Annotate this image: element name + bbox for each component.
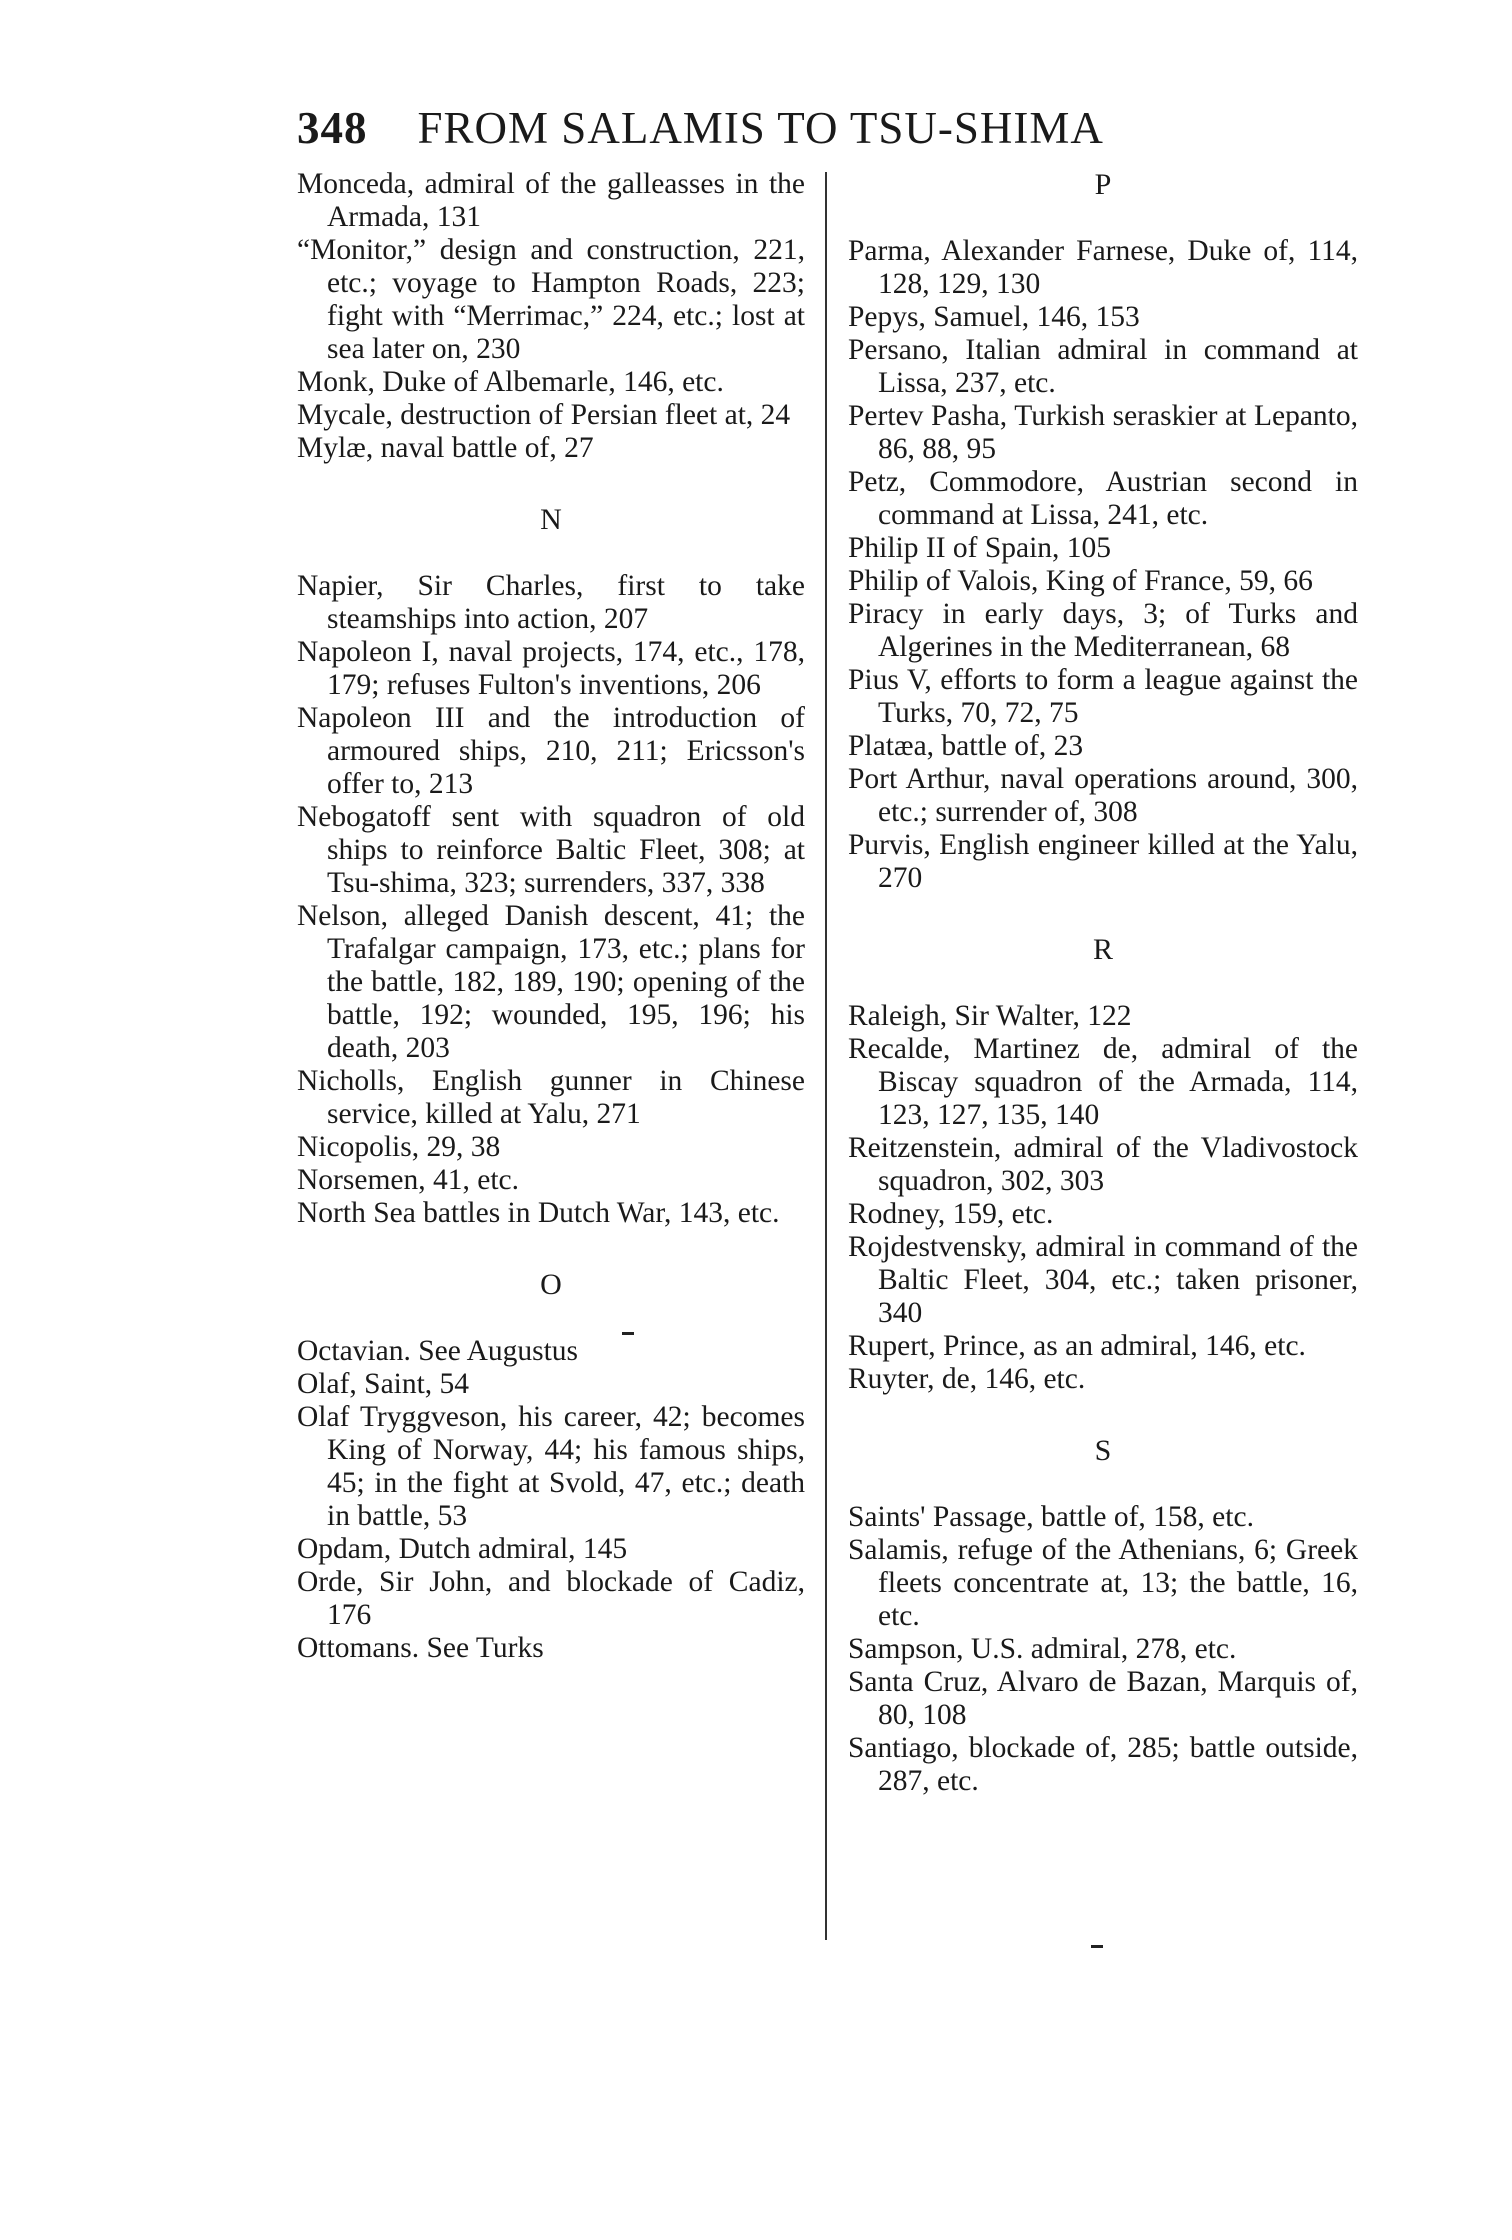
index-entry: Octavian. See Augustus [297, 1335, 579, 1367]
index-entry: Nebogatoff sent with squadron of old ships to reinforce Baltic Fleet, 308; at Tsu-shima, 323; surrenders, 337, 338 [297, 801, 805, 899]
index-entry: Opdam, Dutch admiral, 145 [297, 1533, 628, 1565]
stray-mark [622, 1332, 634, 1335]
index-entry: Orde, Sir John, and blockade of Cadiz, 176 [297, 1566, 805, 1631]
index-entry: Recalde, Martinez de, admiral of the Biscay squadron of the Armada, 114, 123, 127, 135, 140 [848, 1033, 1358, 1131]
index-entry: Napoleon I, naval projects, 174, etc., 178, 179; refuses Fulton's inventions, 206 [297, 636, 805, 701]
index-entry: “Monitor,” design and construction, 221, etc.; voyage to Hampton Roads, 223; fight with “Merrimac,” 224, etc.; lost at sea later on, 230 [297, 234, 805, 365]
index-entry: Piracy in early days, 3; of Turks and Algerines in the Mediterranean, 68 [848, 598, 1358, 663]
index-entry: Mycale, destruction of Persian fleet at, 24 [297, 399, 791, 431]
index-entry: Raleigh, Sir Walter, 122 [848, 1000, 1132, 1032]
index-entry: Ottomans. See Turks [297, 1632, 544, 1664]
index-entry: Monk, Duke of Albemarle, 146, etc. [297, 366, 724, 398]
index-entry: Olaf, Saint, 54 [297, 1368, 470, 1400]
index-entry: Persano, Italian admiral in command at Lissa, 237, etc. [848, 334, 1358, 399]
index-entry: Nicopolis, 29, 38 [297, 1131, 501, 1163]
index-entry: Santa Cruz, Alvaro de Bazan, Marquis of, 80, 108 [848, 1666, 1358, 1731]
index-entry: Reitzenstein, admiral of the Vladivostock squadron, 302, 303 [848, 1132, 1358, 1197]
column-divider [825, 172, 827, 1940]
index-entry: Philip II of Spain, 105 [848, 532, 1112, 564]
index-letter-heading: N [540, 503, 562, 536]
index-entry: Port Arthur, naval operations around, 300, etc.; surrender of, 308 [848, 763, 1358, 828]
index-entry: Salamis, refuge of the Athenians, 6; Greek fleets concentrate at, 13; the battle, 16, etc. [848, 1534, 1358, 1632]
index-entry: Sampson, U.S. admiral, 278, etc. [848, 1633, 1237, 1665]
index-column-right [848, 168, 1358, 1798]
index-entry: Mylæ, naval battle of, 27 [297, 432, 594, 464]
index-entry: Monceda, admiral of the galleasses in the Armada, 131 [297, 168, 805, 233]
index-entry: Parma, Alexander Farnese, Duke of, 114, 128, 129, 130 [848, 235, 1358, 300]
index-letter-heading: R [1092, 933, 1113, 966]
index-column-left [297, 168, 805, 1665]
index-entry: Norsemen, 41, etc. [297, 1164, 519, 1196]
stray-mark [1091, 1945, 1103, 1948]
index-entry: Napier, Sir Charles, first to take steamships into action, 207 [297, 570, 805, 635]
running-title: FROM SALAMIS TO TSU-SHIMA [417, 103, 1104, 153]
index-entry: Platæa, battle of, 23 [848, 730, 1084, 762]
index-entry: Olaf Tryggveson, his career, 42; becomes King of Norway, 44; his famous ships, 45; in the fight at Svold, 47, etc.; death in battle, 53 [297, 1401, 805, 1532]
index-entry: Rupert, Prince, as an admiral, 146, etc. [848, 1330, 1306, 1362]
page-number: 348 [297, 103, 368, 153]
index-entry: Pius V, efforts to form a league against the Turks, 70, 72, 75 [848, 664, 1358, 729]
index-letter-heading: S [1094, 1434, 1112, 1467]
index-entry: Petz, Commodore, Austrian second in command at Lissa, 241, etc. [848, 466, 1358, 531]
index-entry: Philip of Valois, King of France, 59, 66 [848, 565, 1313, 597]
index-entry: Pepys, Samuel, 146, 153 [848, 301, 1140, 333]
index-entry: Rojdestvensky, admiral in command of the Baltic Fleet, 304, etc.; taken prisoner, 340 [848, 1231, 1358, 1329]
page-header [297, 102, 1237, 154]
index-entry: Ruyter, de, 146, etc. [848, 1363, 1086, 1395]
index-entry: Nelson, alleged Danish descent, 41; the Trafalgar campaign, 173, etc.; plans for the battle, 182, 189, 190; opening of the battle, 192; wounded, 195, 196; his death, 203 [297, 900, 805, 1064]
index-entry: Napoleon III and the introduction of armoured ships, 210, 211; Ericsson's offer to, 213 [297, 702, 805, 800]
index-entry: Santiago, blockade of, 285; battle outside, 287, etc. [848, 1732, 1358, 1797]
index-letter-heading: P [1094, 168, 1112, 201]
index-letter-heading: O [540, 1268, 562, 1301]
index-entry: Pertev Pasha, Turkish seraskier at Lepanto, 86, 88, 95 [848, 400, 1358, 465]
index-entry: North Sea battles in Dutch War, 143, etc. [297, 1197, 780, 1229]
index-entry: Purvis, English engineer killed at the Yalu, 270 [848, 829, 1358, 894]
index-entry: Rodney, 159, etc. [848, 1198, 1054, 1230]
index-entry: Saints' Passage, battle of, 158, etc. [848, 1501, 1254, 1533]
index-entry: Nicholls, English gunner in Chinese service, killed at Yalu, 271 [297, 1065, 805, 1130]
